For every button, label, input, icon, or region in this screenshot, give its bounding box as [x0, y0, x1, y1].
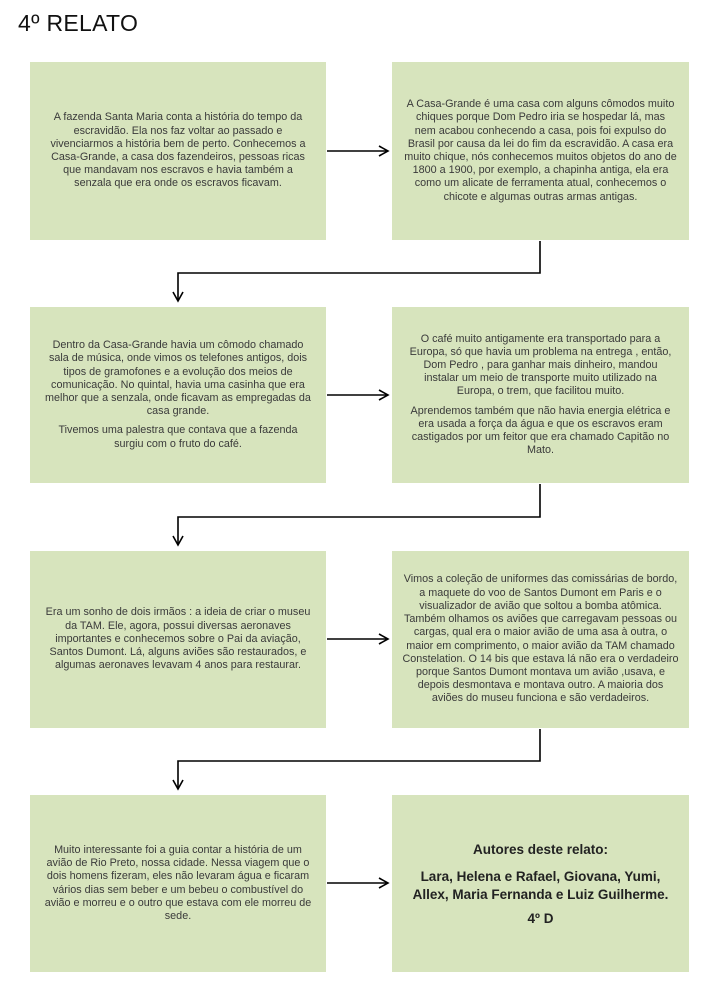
story-box-5 — [30, 551, 326, 728]
story-box-7 — [30, 795, 326, 972]
box-text: Vimos a coleção de uniformes das comissárias de bordo, a maquete do voo de Santos Dumont em Paris e o visualizador de avião que soltou a bomba atômica. Também olhamos os aviões que carregavam pessoas ou cargas, qual era o maior avião de uma asa à outra, o maior em comprimento, o maior avião da TAM chamado Constelation. O 14 bis que estava lá não era o verdadeiro porque Santos Dumont montava um avião ,usava, e depois desmontava e montava outro. A maioria dos aviões do museu funciona e são verdadeiros. — [402, 573, 679, 705]
box-text: Tivemos uma palestra que contava que a fazenda surgiu com o fruto do café. — [58, 424, 298, 450]
connector-arrow-2 — [178, 484, 540, 545]
connector-arrow-3 — [178, 729, 540, 789]
box-text: Muito interessante foi a guia contar a história de um avião de Rio Preto, nossa cidade. Nessa viagem que o dois homens fizeram, eles não levaram água e ficaram vários dias sem beber e um bebeu o combustível do avião e morreu e o outro que estava com ele morreu de sede. — [44, 843, 312, 922]
box-text: A fazenda Santa Maria conta a história do tempo da escravidão. Ela nos faz voltar ao passado e vivenciarmos a história bem de perto. Conhecemos a Casa-Grande, a casa dos fazendeiros, pessoas ricas que mandavam nos escravos e havia também a senzala que era onde os escravos ficavam. — [50, 111, 306, 190]
story-box-1 — [30, 62, 326, 240]
story-box-6 — [392, 551, 689, 728]
authors-heading: Autores deste relato: — [472, 841, 609, 857]
box-text: A Casa-Grande é uma casa com alguns cômodos muito chiques porque Dom Pedro iria se hospedar lá, mas nem acabou conhecendo a casa, pois foi expulso do Brasil por causa da lei do fim da escravidão. A casa era muito chique, nós conhecemos muitos objetos do ano de 1800 a 1900, por exemplo, a chapinha antiga, ela era como um alicate de ferramenta atual, conhecemos o chicote e algumas outras armas antigas. — [404, 98, 677, 203]
authors-box — [392, 795, 689, 972]
connector-arrow-1 — [178, 241, 540, 301]
story-box-4 — [392, 307, 689, 483]
box-text: O café muito antigamente era transportado para a Europa, só que havia um problema na entrega , então, Dom Pedro , para ganhar mais dinheiro, mandou instalar um meio de transporte muito utilizado na Europa, o trem, que facilitou muito. — [409, 332, 672, 398]
story-box-2 — [392, 62, 689, 240]
box-text: Aprendemos também que não havia energia elétrica e era usada a força da água e que os escravos eram castigados por um feitor que era chamado Capitão no Mato. — [410, 404, 671, 457]
page-title: 4º RELATO — [18, 10, 139, 36]
story-box-3 — [30, 307, 326, 483]
authors-names: Lara, Helena e Rafael, Giovana, Yumi, Allex, Maria Fernanda e Luiz Guilherme. — [412, 868, 669, 902]
authors-class: 4º D — [527, 910, 554, 926]
box-text: Dentro da Casa-Grande havia um cômodo chamado sala de música, onde vimos os telefones antigos, dois tipos de gramofones e a evolução dos meios de comunicação. No quintal, havia uma casinha que era melhor que a senzala, onde ficavam as empregadas da casa grande. — [45, 339, 311, 418]
box-text: Era um sonho de dois irmãos : a ideia de criar o museu da TAM. Ele, agora, possui diversas aeronaves importantes e conhecemos sobre o Pai da aviação, Santos Dumont. Lá, alguns aviões são restaurados, e algumas aeronaves levavam 4 anos para restaurar. — [45, 606, 311, 672]
